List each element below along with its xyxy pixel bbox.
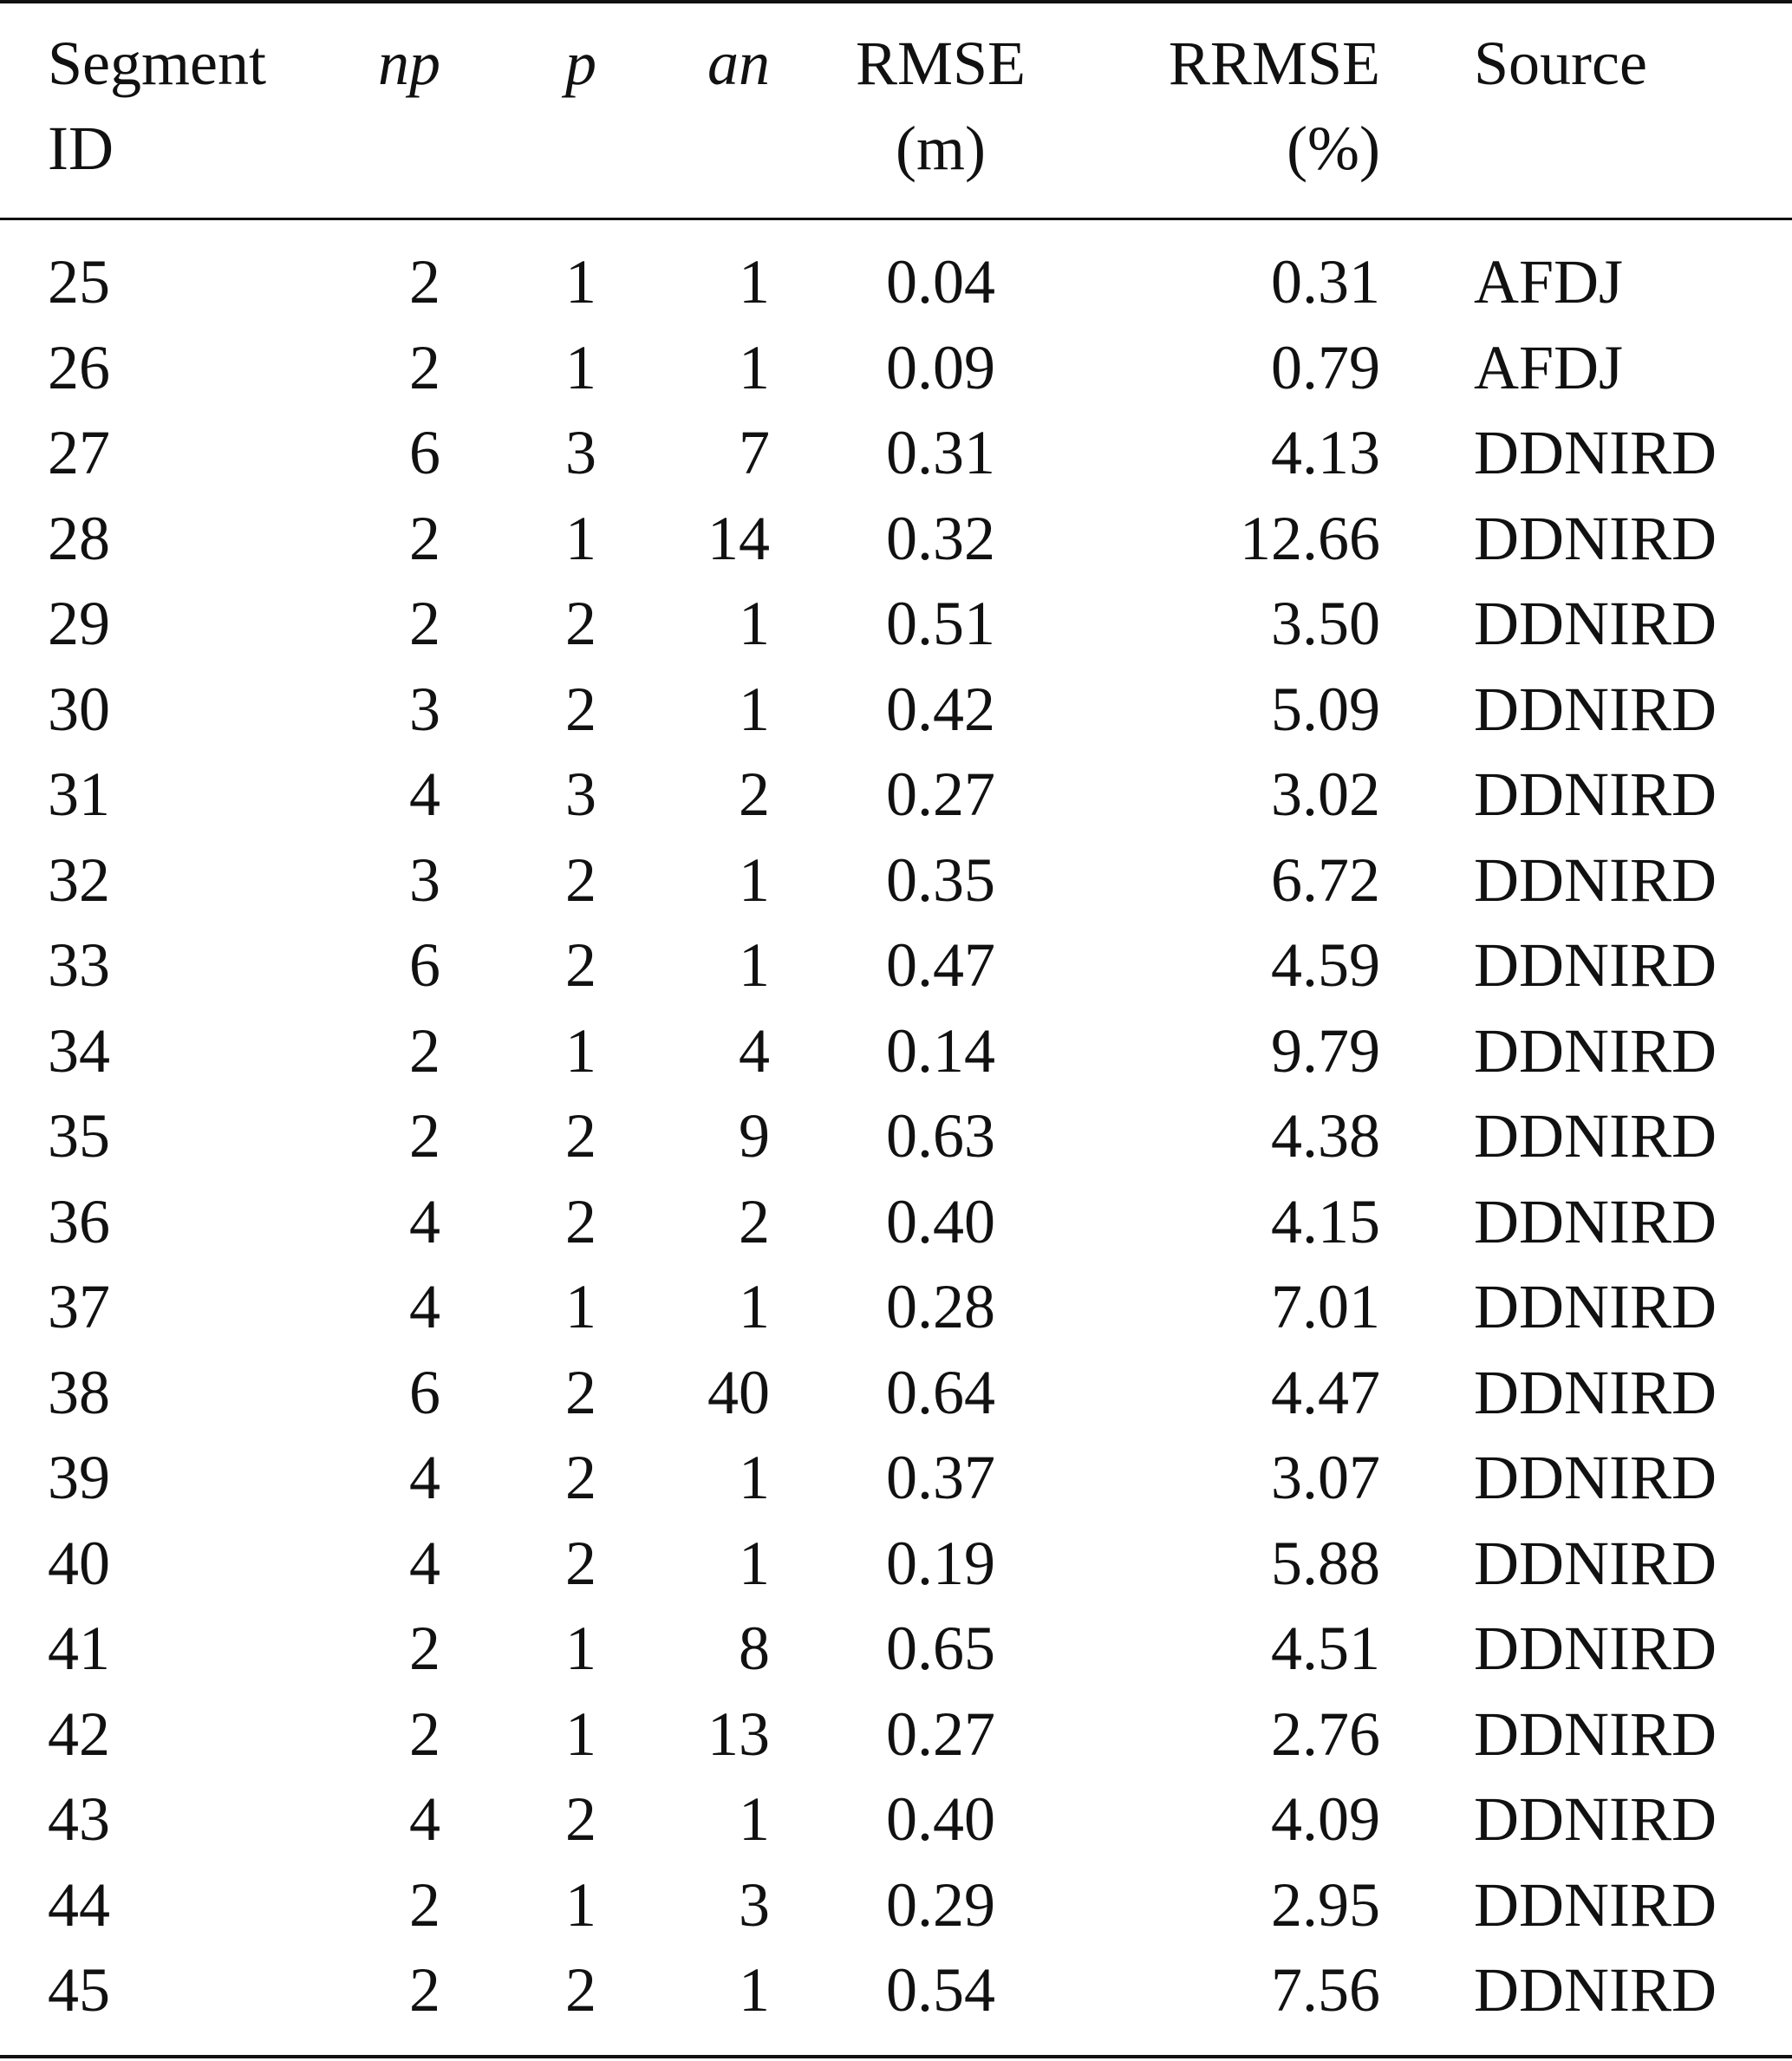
cell-np: 4	[409, 1443, 440, 1512]
cell-rrmse: 4.09	[1271, 1784, 1380, 1854]
header-rmse-unit: (m)	[896, 114, 986, 183]
cell-an: 14	[707, 504, 770, 573]
cell-rmse: 0.63	[886, 1101, 995, 1171]
cell-rmse: 0.47	[886, 930, 995, 1000]
cell-an: 1	[739, 930, 770, 1000]
cell-rmse: 0.64	[886, 1358, 995, 1427]
cell-rrmse: 6.72	[1271, 845, 1380, 915]
table-row	[0, 667, 1792, 752]
table-row	[0, 1947, 1792, 2032]
cell-segment-id: 33	[48, 930, 110, 1000]
cell-an: 8	[739, 1614, 770, 1683]
cell-p: 2	[565, 845, 596, 915]
cell-np: 2	[409, 1101, 440, 1171]
cell-p: 2	[565, 1358, 596, 1427]
cell-an: 2	[739, 760, 770, 829]
cell-an: 1	[739, 247, 770, 316]
cell-source: DDNIRD	[1474, 1358, 1717, 1427]
table-row	[0, 410, 1792, 495]
cell-rrmse: 0.79	[1271, 333, 1380, 402]
cell-np: 2	[409, 504, 440, 573]
cell-np: 2	[409, 1016, 440, 1086]
header-rmse: RMSE	[855, 29, 1026, 98]
cell-p: 2	[565, 1529, 596, 1598]
cell-an: 7	[739, 418, 770, 487]
table-row	[0, 752, 1792, 837]
cell-segment-id: 36	[48, 1187, 110, 1256]
cell-rmse: 0.51	[886, 589, 995, 658]
cell-np: 6	[409, 930, 440, 1000]
cell-segment-id: 42	[48, 1699, 110, 1769]
header-p: p	[565, 29, 596, 98]
cell-an: 2	[739, 1187, 770, 1256]
table-row	[0, 1606, 1792, 1691]
cell-p: 3	[565, 418, 596, 487]
cell-segment-id: 26	[48, 333, 110, 402]
cell-p: 1	[565, 1016, 596, 1086]
table-row	[0, 1521, 1792, 1606]
cell-segment-id: 44	[48, 1870, 110, 1940]
cell-rrmse: 0.31	[1271, 247, 1380, 316]
cell-np: 2	[409, 1955, 440, 2025]
table-row	[0, 1093, 1792, 1178]
bottom-rule	[0, 2055, 1792, 2058]
cell-p: 1	[565, 247, 596, 316]
cell-rmse: 0.28	[886, 1272, 995, 1341]
table-row	[0, 496, 1792, 581]
cell-source: DDNIRD	[1474, 675, 1717, 744]
cell-rrmse: 3.50	[1271, 589, 1380, 658]
cell-source: DDNIRD	[1474, 1870, 1717, 1940]
cell-segment-id: 37	[48, 1272, 110, 1341]
top-rule	[0, 0, 1792, 3]
cell-rrmse: 4.47	[1271, 1358, 1380, 1427]
cell-rrmse: 12.66	[1240, 504, 1380, 573]
table-row	[0, 1777, 1792, 1862]
cell-an: 1	[739, 589, 770, 658]
table-row	[0, 838, 1792, 923]
cell-p: 1	[565, 1870, 596, 1940]
header-segment: Segment	[48, 29, 266, 98]
cell-segment-id: 40	[48, 1529, 110, 1598]
cell-an: 9	[739, 1101, 770, 1171]
cell-p: 2	[565, 1784, 596, 1854]
cell-rmse: 0.27	[886, 760, 995, 829]
cell-rmse: 0.29	[886, 1870, 995, 1940]
cell-rmse: 0.09	[886, 333, 995, 402]
cell-p: 1	[565, 504, 596, 573]
cell-segment-id: 39	[48, 1443, 110, 1512]
cell-rrmse: 4.59	[1271, 930, 1380, 1000]
cell-rrmse: 5.88	[1271, 1529, 1380, 1598]
cell-segment-id: 29	[48, 589, 110, 658]
cell-np: 2	[409, 589, 440, 658]
table-row	[0, 1862, 1792, 1947]
cell-source: DDNIRD	[1474, 1699, 1717, 1769]
cell-p: 1	[565, 1272, 596, 1341]
cell-an: 40	[707, 1358, 770, 1427]
cell-source: AFDJ	[1474, 247, 1624, 316]
header-np: np	[378, 29, 440, 98]
cell-rrmse: 3.07	[1271, 1443, 1380, 1512]
table-row	[0, 923, 1792, 1008]
cell-segment-id: 32	[48, 845, 110, 915]
table-row	[0, 1350, 1792, 1435]
cell-np: 2	[409, 1614, 440, 1683]
cell-p: 2	[565, 1443, 596, 1512]
cell-source: DDNIRD	[1474, 1614, 1717, 1683]
cell-an: 1	[739, 1529, 770, 1598]
cell-segment-id: 31	[48, 760, 110, 829]
cell-segment-id: 43	[48, 1784, 110, 1854]
cell-segment-id: 28	[48, 504, 110, 573]
cell-np: 2	[409, 1870, 440, 1940]
cell-np: 3	[409, 845, 440, 915]
cell-np: 2	[409, 247, 440, 316]
cell-source: DDNIRD	[1474, 1101, 1717, 1171]
cell-an: 13	[707, 1699, 770, 1769]
cell-rmse: 0.37	[886, 1443, 995, 1512]
cell-p: 3	[565, 760, 596, 829]
table-row	[0, 1179, 1792, 1264]
cell-p: 2	[565, 1187, 596, 1256]
header-rrmse-unit: (%)	[1287, 114, 1380, 183]
cell-rmse: 0.32	[886, 504, 995, 573]
cell-np: 4	[409, 760, 440, 829]
cell-an: 1	[739, 333, 770, 402]
cell-rrmse: 3.02	[1271, 760, 1380, 829]
cell-source: DDNIRD	[1474, 1529, 1717, 1598]
cell-an: 1	[739, 1443, 770, 1512]
cell-np: 2	[409, 333, 440, 402]
cell-p: 2	[565, 1101, 596, 1171]
cell-rrmse: 2.95	[1271, 1870, 1380, 1940]
header-rrmse: RRMSE	[1168, 29, 1380, 98]
cell-an: 1	[739, 1784, 770, 1854]
cell-np: 6	[409, 418, 440, 487]
cell-p: 1	[565, 1614, 596, 1683]
cell-np: 4	[409, 1187, 440, 1256]
cell-source: DDNIRD	[1474, 930, 1717, 1000]
cell-an: 1	[739, 845, 770, 915]
cell-an: 4	[739, 1016, 770, 1086]
cell-rmse: 0.42	[886, 675, 995, 744]
cell-segment-id: 34	[48, 1016, 110, 1086]
cell-rmse: 0.40	[886, 1187, 995, 1256]
cell-source: DDNIRD	[1474, 845, 1717, 915]
table-row	[0, 1008, 1792, 1093]
cell-rmse: 0.54	[886, 1955, 995, 2025]
cell-source: AFDJ	[1474, 333, 1624, 402]
cell-p: 1	[565, 1699, 596, 1769]
cell-segment-id: 38	[48, 1358, 110, 1427]
cell-an: 1	[739, 675, 770, 744]
cell-np: 6	[409, 1358, 440, 1427]
cell-source: DDNIRD	[1474, 1784, 1717, 1854]
cell-source: DDNIRD	[1474, 760, 1717, 829]
table-row	[0, 1692, 1792, 1777]
cell-np: 4	[409, 1784, 440, 1854]
cell-source: DDNIRD	[1474, 1016, 1717, 1086]
cell-segment-id: 45	[48, 1955, 110, 2025]
cell-source: DDNIRD	[1474, 418, 1717, 487]
cell-source: DDNIRD	[1474, 1187, 1717, 1256]
cell-rmse: 0.19	[886, 1529, 995, 1598]
cell-rrmse: 7.01	[1271, 1272, 1380, 1341]
cell-rmse: 0.14	[886, 1016, 995, 1086]
cell-segment-id: 27	[48, 418, 110, 487]
cell-rmse: 0.65	[886, 1614, 995, 1683]
cell-rrmse: 4.15	[1271, 1187, 1380, 1256]
cell-segment-id: 25	[48, 247, 110, 316]
cell-rrmse: 5.09	[1271, 675, 1380, 744]
cell-rmse: 0.27	[886, 1699, 995, 1769]
cell-rrmse: 2.76	[1271, 1699, 1380, 1769]
cell-source: DDNIRD	[1474, 1272, 1717, 1341]
cell-rrmse: 4.51	[1271, 1614, 1380, 1683]
cell-source: DDNIRD	[1474, 1443, 1717, 1512]
table-row	[0, 1264, 1792, 1349]
cell-p: 1	[565, 333, 596, 402]
cell-p: 2	[565, 930, 596, 1000]
cell-an: 1	[739, 1272, 770, 1341]
cell-segment-id: 35	[48, 1101, 110, 1171]
cell-source: DDNIRD	[1474, 504, 1717, 573]
cell-source: DDNIRD	[1474, 589, 1717, 658]
cell-source: DDNIRD	[1474, 1955, 1717, 2025]
cell-rmse: 0.04	[886, 247, 995, 316]
table-row	[0, 239, 1792, 324]
cell-np: 4	[409, 1272, 440, 1341]
cell-np: 4	[409, 1529, 440, 1598]
table-row	[0, 1435, 1792, 1520]
table-row	[0, 325, 1792, 410]
cell-p: 2	[565, 1955, 596, 2025]
cell-rrmse: 9.79	[1271, 1016, 1380, 1086]
cell-rmse: 0.40	[886, 1784, 995, 1854]
header-source: Source	[1474, 29, 1647, 98]
cell-p: 2	[565, 589, 596, 658]
table-row	[0, 581, 1792, 666]
cell-rmse: 0.31	[886, 418, 995, 487]
cell-segment-id: 41	[48, 1614, 110, 1683]
cell-rrmse: 4.38	[1271, 1101, 1380, 1171]
header-rule	[0, 218, 1792, 220]
header-an: an	[707, 29, 770, 98]
cell-p: 2	[565, 675, 596, 744]
cell-rrmse: 7.56	[1271, 1955, 1380, 2025]
cell-np: 3	[409, 675, 440, 744]
cell-rmse: 0.35	[886, 845, 995, 915]
header-id: ID	[48, 114, 114, 183]
cell-an: 3	[739, 1870, 770, 1940]
cell-np: 2	[409, 1699, 440, 1769]
cell-an: 1	[739, 1955, 770, 2025]
cell-rrmse: 4.13	[1271, 418, 1380, 487]
cell-segment-id: 30	[48, 675, 110, 744]
